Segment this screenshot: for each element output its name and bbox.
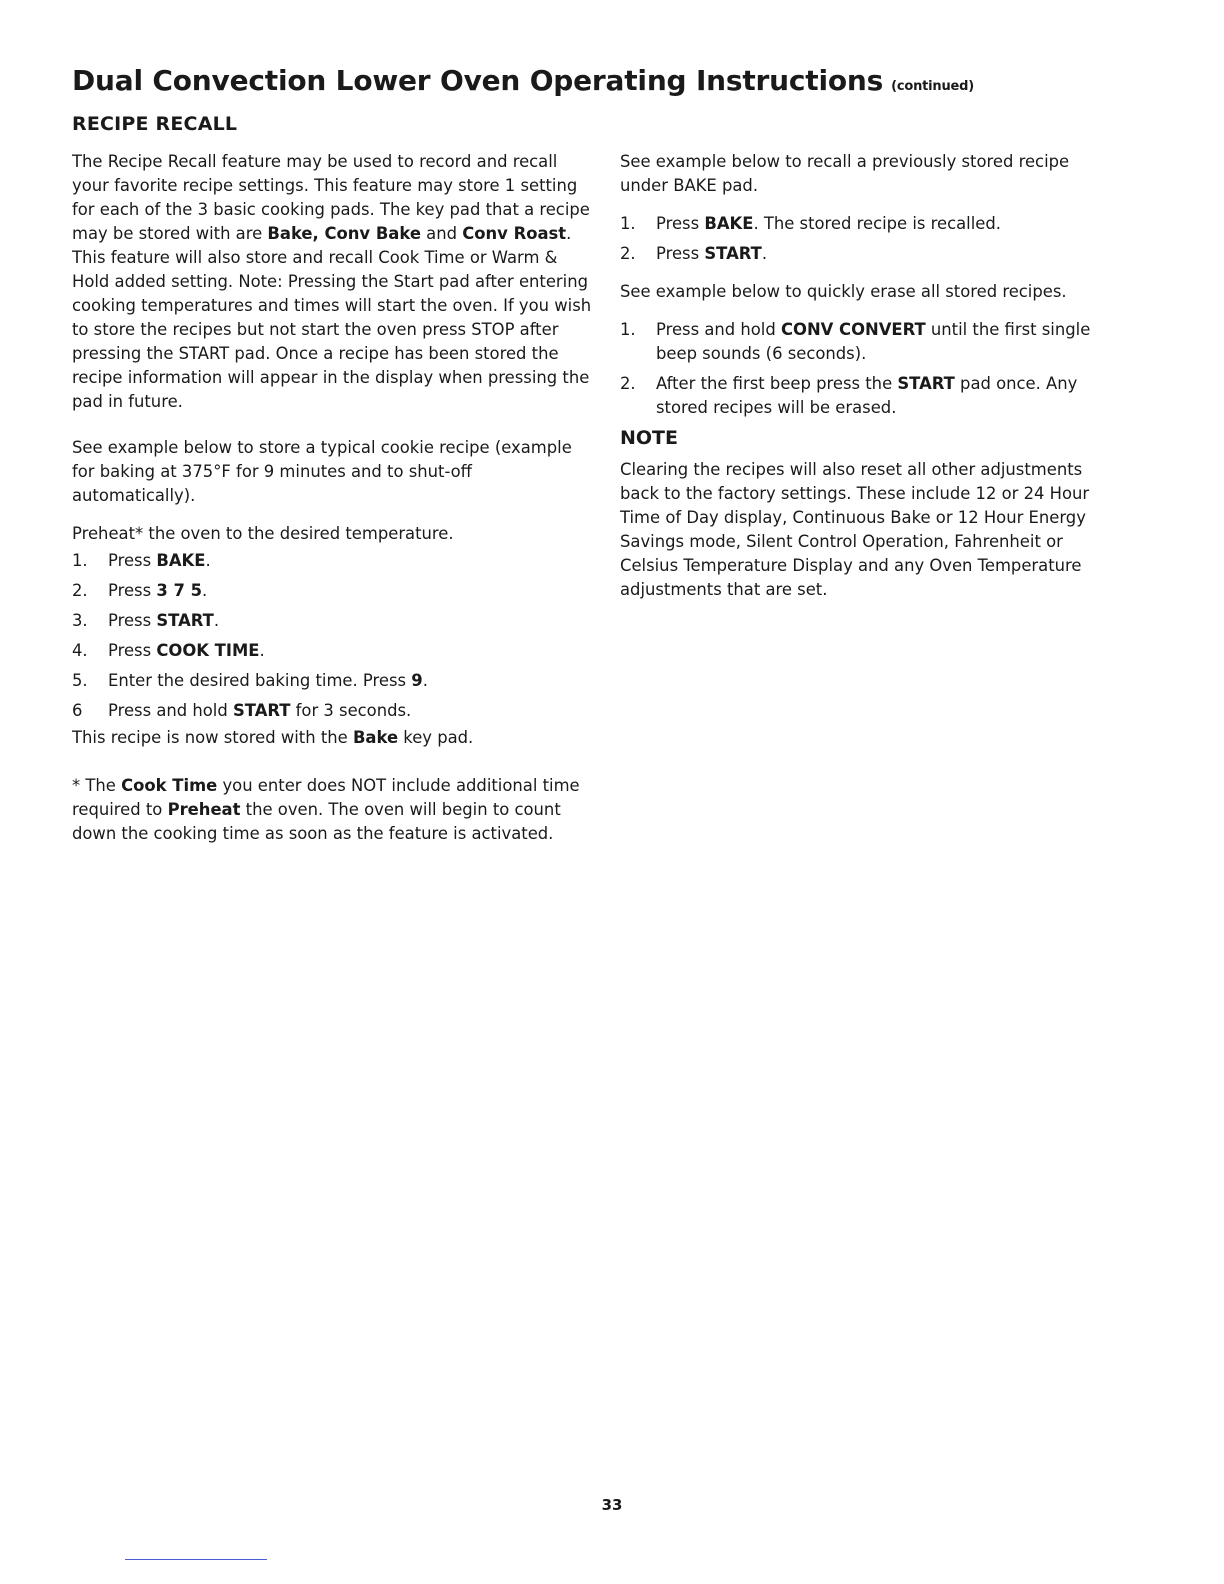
page-title xyxy=(72,64,974,97)
list-item: 3. Press START. xyxy=(72,611,220,630)
list-item: 1. Press BAKE. xyxy=(72,551,211,570)
note-heading: NOTE xyxy=(620,427,678,449)
footnote-paragraph: * The Cook Time you enter does NOT include additional time required to Preheat the oven. The oven will begin to count down the cooking time as soon as the feature is activated. xyxy=(72,776,580,843)
title-text: Dual Convection Lower Oven Operating Instructions xyxy=(72,64,884,97)
list-item: 1. Press and hold CONV CONVERT until the first single beep sounds (6 seconds). xyxy=(620,320,1091,363)
list-item: 4. Press COOK TIME. xyxy=(72,641,265,660)
page-number: 33 xyxy=(601,1496,623,1514)
bottom-rule xyxy=(125,1559,267,1560)
store-example-paragraph: See example below to store a typical cookie recipe (example for baking at 375°F for 9 minutes and to shut-off automatically). xyxy=(72,438,572,505)
list-item: 2. After the first beep press the START pad once. Any stored recipes will be erased. xyxy=(620,374,1078,417)
recall-intro-paragraph: See example below to recall a previously stored recipe under BAKE pad. xyxy=(620,152,1070,195)
preheat-line: Preheat* the oven to the desired temperature. xyxy=(72,524,454,543)
continued-label: (continued) xyxy=(891,79,974,94)
note-paragraph: Clearing the recipes will also reset all other adjustments back to the factory settings. These include 12 or 24 Hour Time of Day display, Continuous Bake or 12 Hour Energy Savings mode, Silent Control Operation, Fahrenheit or Celsius Temperature Display and any Oven Temperature adjustments that are set. xyxy=(620,460,1090,599)
section-heading: RECIPE RECALL xyxy=(72,113,238,135)
list-item: 2. Press 3 7 5. xyxy=(72,581,208,600)
erase-intro-paragraph: See example below to quickly erase all stored recipes. xyxy=(620,282,1067,301)
store-steps-list xyxy=(72,546,594,726)
intro-paragraph: The Recipe Recall feature may be used to record and recall your favorite recipe settings. This feature may store 1 setting for each of the 3 basic cooking pads. The key pad that a recipe may be stored with are Bake, Conv Bake and Conv Roast. This feature will also store and recall Cook Time or Warm & Hold added setting. Note: Pressing the Start pad after entering cooking temperatures and times will start the oven. If you wish to store the recipes but not start the oven press STOP after pressing the START pad. Once a recipe has been stored the recipe information will appear in the display when pressing the pad in future. xyxy=(72,152,592,411)
left-column xyxy=(72,150,594,846)
right-column xyxy=(620,150,1120,602)
list-item: 6 Press and hold START for 3 seconds. xyxy=(72,701,412,720)
recall-steps-list xyxy=(620,212,1120,266)
list-item: 5. Enter the desired baking time. Press 9. xyxy=(72,671,428,690)
list-item: 1. Press BAKE. The stored recipe is recalled. xyxy=(620,214,1001,233)
erase-steps-list xyxy=(620,318,1120,420)
stored-line: This recipe is now stored with the Bake key pad. xyxy=(72,728,474,747)
list-item: 2. Press START. xyxy=(620,244,768,263)
